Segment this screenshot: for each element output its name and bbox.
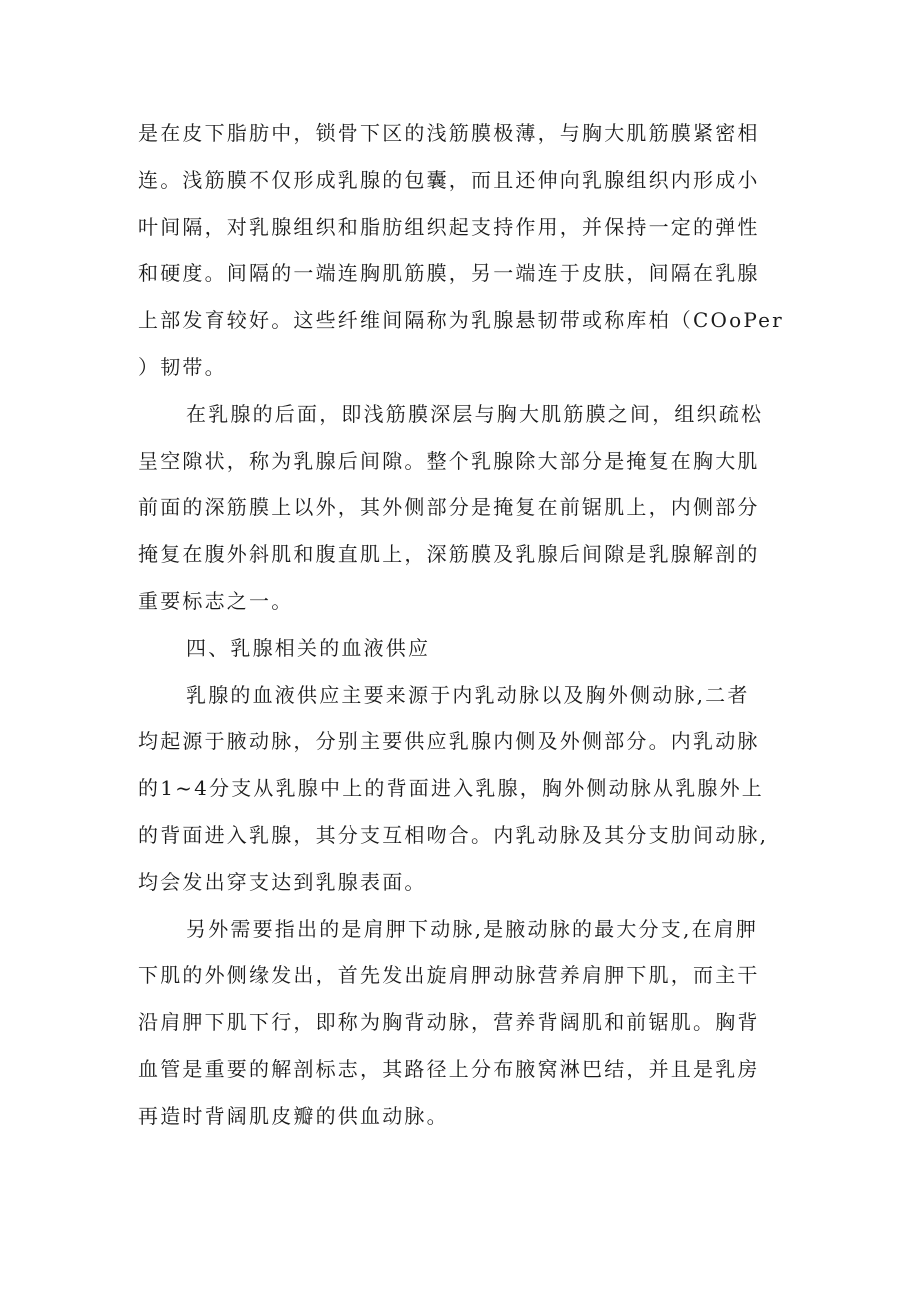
text-line: 掩复在腹外斜肌和腹直肌上，深筋膜及乳腺后间隙是乳腺解剖的 [138, 542, 760, 567]
text-line: 再造时背阔肌皮瓣的供血动脉。 [138, 1103, 449, 1128]
text-line: 前面的深筋膜上以外，其外侧部分是掩复在前锯肌上，内侧部分 [138, 495, 760, 520]
text-line: 血管是重要的解剖标志，其路径上分布腋窝淋巴结，并且是乳房 [138, 1056, 760, 1081]
text-line: 沿肩胛下肌下行，即称为胸背动脉，营养背阔肌和前锯肌。胸背 [138, 1010, 760, 1035]
text-line: 另外需要指出的是肩胛下动脉,是腋动脉的最大分支,在肩胛 [186, 916, 759, 941]
section-heading: 四、乳腺相关的血液供应 [186, 635, 431, 660]
text-line: 均会发出穿支达到乳腺表面。 [138, 869, 427, 894]
text-line: 呈空隙状，称为乳腺后间隙。整个乳腺除大部分是掩复在胸大肌 [138, 448, 760, 473]
text-line: ）韧带。 [138, 354, 227, 379]
text-line: 和硬度。间隔的一端连胸肌筋膜，另一端连于皮肤，间隔在乳腺 [138, 261, 760, 286]
text-line: 上部发育较好。这些纤维间隔称为乳腺悬韧带或称库柏（COoPer [138, 308, 784, 333]
text-line: 乳腺的血液供应主要来源于内乳动脉以及胸外侧动脉,二者 [186, 682, 750, 707]
document-body [138, 110, 788, 1140]
text-line: 连。浅筋膜不仅形成乳腺的包囊，而且还伸向乳腺组织内形成小 [138, 167, 760, 192]
text-line: 下肌的外侧缘发出，首先发出旋肩胛动脉营养肩胛下肌，而主干 [138, 963, 760, 988]
text-line: 是在皮下脂肪中，锁骨下区的浅筋膜极薄，与胸大肌筋膜紧密相 [138, 121, 760, 145]
text-line: 均起源于腋动脉，分别主要供应乳腺内侧及外侧部分。内乳动脉 [138, 729, 760, 754]
text-line: 重要标志之一。 [138, 588, 294, 613]
text-line: 叶间隔，对乳腺组织和脂肪组织起支持作用，并保持一定的弹性 [138, 214, 760, 239]
text-line: 在乳腺的后面，即浅筋膜深层与胸大肌筋膜之间，组织疏松 [186, 401, 764, 426]
text-line: 的背面进入乳腺，其分支互相吻合。内乳动脉及其分支肋间动脉, [138, 822, 769, 847]
text-line: 的1~4分支从乳腺中上的背面进入乳腺，胸外侧动脉从乳腺外上 [138, 776, 765, 801]
